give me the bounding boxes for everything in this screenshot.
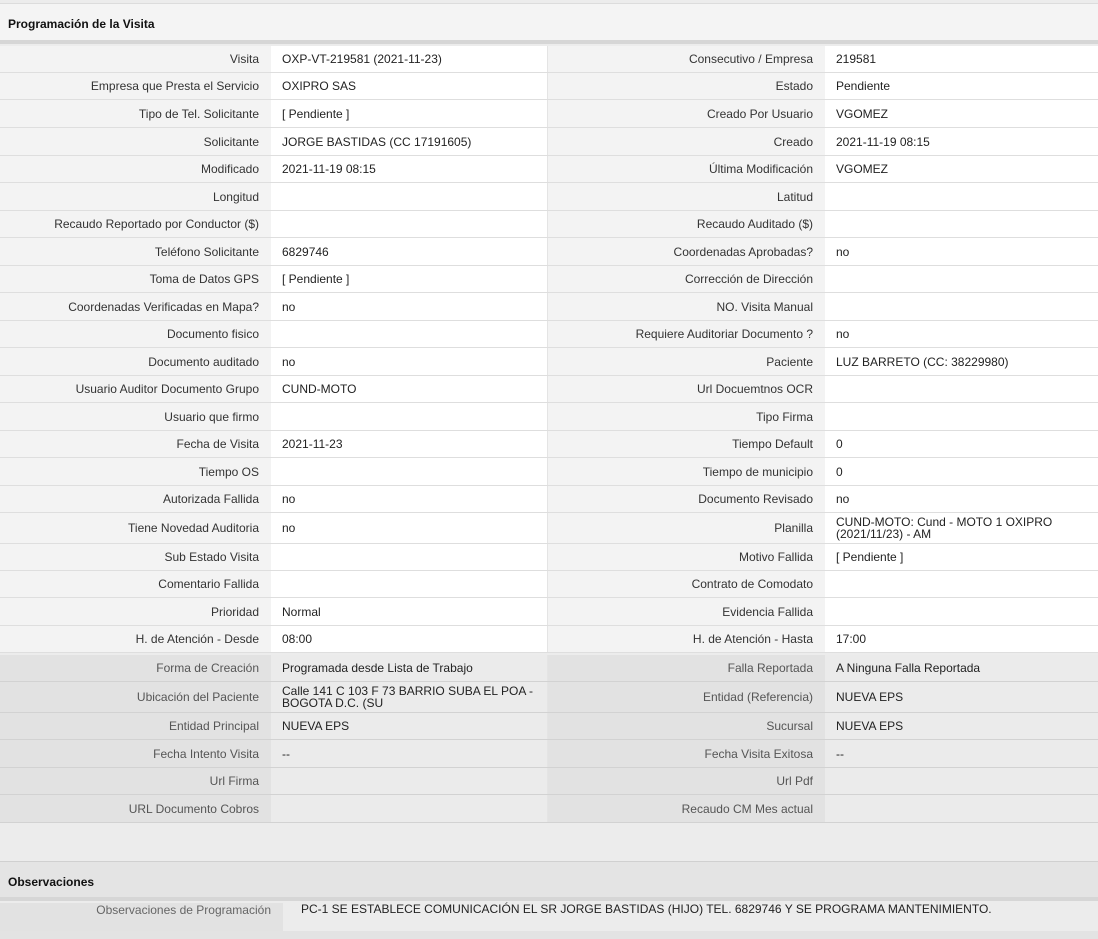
field-value [271, 571, 548, 597]
field-value: JORGE BASTIDAS (CC 17191605) [271, 128, 548, 155]
field-label: Comentario Fallida [0, 571, 271, 597]
field-value: no [271, 486, 548, 512]
field-value [271, 321, 548, 347]
field-label: Requiere Auditoriar Documento ? [548, 321, 825, 347]
field-label: Entidad (Referencia) [548, 682, 825, 712]
field-value: -- [825, 740, 1098, 767]
field-label: Tiempo de municipio [548, 458, 825, 485]
field-label: Tipo Firma [548, 403, 825, 430]
table-row [0, 682, 1098, 713]
table-row [0, 544, 1098, 571]
field-value: 0 [825, 431, 1098, 457]
field-value: 219581 [825, 46, 1098, 72]
field-value: A Ninguna Falla Reportada [825, 655, 1098, 681]
field-value: Programada desde Lista de Trabajo [271, 655, 548, 681]
field-value [271, 183, 548, 210]
section-spacer [0, 823, 1098, 861]
field-label: Teléfono Solicitante [0, 238, 271, 265]
field-value: Pendiente [825, 73, 1098, 99]
field-label: Falla Reportada [548, 655, 825, 681]
field-label: Modificado [0, 156, 271, 182]
field-value: Calle 141 C 103 F 73 BARRIO SUBA EL POA - BOGOTA D.C. (SU [271, 682, 548, 712]
field-value: VGOMEZ [825, 100, 1098, 127]
field-label: NO. Visita Manual [548, 293, 825, 320]
table-row [0, 183, 1098, 211]
section-title-programacion: Programación de la Visita [0, 3, 1098, 44]
field-value [825, 571, 1098, 597]
field-label: Url Pdf [548, 768, 825, 794]
table-row [0, 266, 1098, 293]
field-label: Contrato de Comodato [548, 571, 825, 597]
field-label: Visita [0, 46, 271, 72]
field-label: Fecha Visita Exitosa [548, 740, 825, 767]
field-value [825, 293, 1098, 320]
field-value: VGOMEZ [825, 156, 1098, 182]
field-label: Planilla [548, 513, 825, 543]
field-label: URL Documento Cobros [0, 795, 271, 822]
field-label: Tiene Novedad Auditoria [0, 513, 271, 543]
table-row [0, 156, 1098, 183]
field-value [271, 403, 548, 430]
table-row [0, 626, 1098, 653]
field-value: 17:00 [825, 626, 1098, 652]
section-title-observaciones: Observaciones [0, 861, 1098, 901]
field-label: Entidad Principal [0, 713, 271, 739]
field-value: OXP-VT-219581 (2021-11-23) [271, 46, 548, 72]
table-row [0, 376, 1098, 403]
field-value [825, 183, 1098, 210]
table-row [0, 73, 1098, 100]
field-value [825, 266, 1098, 292]
table-row [0, 403, 1098, 431]
table-row [0, 238, 1098, 266]
field-value: no [271, 513, 548, 543]
field-label: Forma de Creación [0, 655, 271, 681]
field-label: Tiempo Default [548, 431, 825, 457]
table-row [0, 211, 1098, 238]
field-value [825, 598, 1098, 625]
field-label: Paciente [548, 348, 825, 375]
field-value: 2021-11-19 08:15 [271, 156, 548, 182]
field-label: Usuario Auditor Documento Grupo [0, 376, 271, 402]
field-value [271, 544, 548, 570]
table-row [0, 458, 1098, 486]
table-row [0, 348, 1098, 376]
field-value: [ Pendiente ] [271, 100, 548, 127]
table-row [0, 740, 1098, 768]
table-row [0, 486, 1098, 513]
field-value: CUND-MOTO: Cund - MOTO 1 OXIPRO (2021/11/23) - AM [825, 513, 1098, 543]
table-row [0, 655, 1098, 682]
table-row [0, 598, 1098, 626]
table-row [0, 571, 1098, 598]
field-label: Consecutivo / Empresa [548, 46, 825, 72]
field-value [825, 211, 1098, 237]
field-value: CUND-MOTO [271, 376, 548, 402]
field-label: H. de Atención - Hasta [548, 626, 825, 652]
table-row [0, 768, 1098, 795]
field-value: no [825, 321, 1098, 347]
field-value: 2021-11-19 08:15 [825, 128, 1098, 155]
field-value: 2021-11-23 [271, 431, 548, 457]
field-label: Recaudo Auditado ($) [548, 211, 825, 237]
field-label: Creado [548, 128, 825, 155]
field-value: 6829746 [271, 238, 548, 265]
field-value: NUEVA EPS [271, 713, 548, 739]
field-label: Ubicación del Paciente [0, 682, 271, 712]
table-row [0, 293, 1098, 321]
visit-extra-details-table [0, 655, 1098, 823]
field-value [825, 376, 1098, 402]
field-value [271, 211, 548, 237]
field-label: Evidencia Fallida [548, 598, 825, 625]
field-value: LUZ BARRETO (CC: 38229980) [825, 348, 1098, 375]
field-label: Estado [548, 73, 825, 99]
table-row [0, 46, 1098, 73]
observaciones-row [0, 903, 1098, 931]
field-label: Documento auditado [0, 348, 271, 375]
table-row [0, 713, 1098, 740]
field-label: Tiempo OS [0, 458, 271, 485]
field-value: NUEVA EPS [825, 682, 1098, 712]
field-label: Última Modificación [548, 156, 825, 182]
field-value: no [271, 348, 548, 375]
observaciones-label: Observaciones de Programación [0, 903, 283, 931]
field-value: no [271, 293, 548, 320]
table-row [0, 128, 1098, 156]
field-label: Creado Por Usuario [548, 100, 825, 127]
bottom-bar [0, 931, 1098, 939]
field-value: -- [271, 740, 548, 767]
field-value: [ Pendiente ] [825, 544, 1098, 570]
table-row [0, 795, 1098, 823]
field-label: Toma de Datos GPS [0, 266, 271, 292]
field-label: Fecha Intento Visita [0, 740, 271, 767]
field-label: Url Docuemtnos OCR [548, 376, 825, 402]
field-label: Empresa que Presta el Servicio [0, 73, 271, 99]
field-label: Fecha de Visita [0, 431, 271, 457]
field-value [271, 768, 548, 794]
field-value [271, 795, 548, 822]
field-label: Sub Estado Visita [0, 544, 271, 570]
field-label: Recaudo CM Mes actual [548, 795, 825, 822]
field-label: Prioridad [0, 598, 271, 625]
field-label: Solicitante [0, 128, 271, 155]
field-value: OXIPRO SAS [271, 73, 548, 99]
field-value: NUEVA EPS [825, 713, 1098, 739]
field-value: 08:00 [271, 626, 548, 652]
field-label: Url Firma [0, 768, 271, 794]
field-label: Documento fisico [0, 321, 271, 347]
field-label: Coordenadas Aprobadas? [548, 238, 825, 265]
field-label: Recaudo Reportado por Conductor ($) [0, 211, 271, 237]
field-value: 0 [825, 458, 1098, 485]
table-row [0, 100, 1098, 128]
field-label: Coordenadas Verificadas en Mapa? [0, 293, 271, 320]
field-value [825, 403, 1098, 430]
table-row [0, 513, 1098, 544]
observaciones-value: PC-1 SE ESTABLECE COMUNICACIÓN EL SR JORGE BASTIDAS (HIJO) TEL. 6829746 Y SE PROGRAMA MANTENIMIENTO. [283, 903, 1098, 931]
field-value: Normal [271, 598, 548, 625]
field-label: Longitud [0, 183, 271, 210]
field-label: Sucursal [548, 713, 825, 739]
table-row [0, 431, 1098, 458]
field-label: Motivo Fallida [548, 544, 825, 570]
field-label: Autorizada Fallida [0, 486, 271, 512]
visit-details-table [0, 46, 1098, 653]
field-label: H. de Atención - Desde [0, 626, 271, 652]
field-label: Tipo de Tel. Solicitante [0, 100, 271, 127]
field-value [825, 795, 1098, 822]
field-label: Corrección de Dirección [548, 266, 825, 292]
field-value [825, 768, 1098, 794]
field-value [271, 458, 548, 485]
field-label: Latitud [548, 183, 825, 210]
field-value: [ Pendiente ] [271, 266, 548, 292]
field-value: no [825, 486, 1098, 512]
field-value: no [825, 238, 1098, 265]
field-label: Documento Revisado [548, 486, 825, 512]
field-label: Usuario que firmo [0, 403, 271, 430]
table-row [0, 321, 1098, 348]
